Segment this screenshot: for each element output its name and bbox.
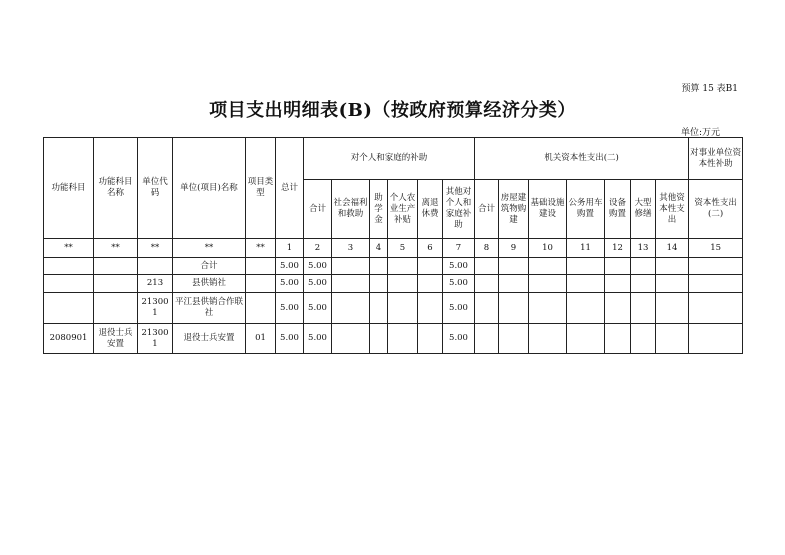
col-proj-type: 项目类型 [246,138,276,239]
table-row [44,324,743,354]
row-name: 退役士兵安置 [173,324,246,354]
unit-label: 单位:万元 [680,128,720,138]
index-cell: 11 [567,239,605,258]
row-a-other: 5.00 [443,324,475,354]
group-personal-subsidy: 对个人和家庭的补助 [304,138,475,180]
index-cell: 8 [475,239,499,258]
page-title: 项目支出明细表(B)（按政府预算经济分类） [209,100,576,121]
col-b-repair: 大型修缮 [631,180,656,239]
index-cell: 5 [388,239,418,258]
row-name: 平江县供销合作联社 [173,293,246,324]
index-cell: 6 [418,239,443,258]
row-func: 2080901 [44,324,94,354]
row-a-other: 5.00 [443,293,475,324]
col-b-car: 公务用车购置 [567,180,605,239]
col-func-name: 功能科目名称 [94,138,138,239]
group-capital-exp: 机关资本性支出(二) [475,138,689,180]
index-cell: 3 [332,239,370,258]
col-total: 总计 [276,138,304,239]
col-b-infra: 基础设施建设 [529,180,567,239]
row-name: 县供销社 [173,275,246,293]
row-code: 213 [138,275,173,293]
row-total: 5.00 [276,293,304,324]
col-a-farm: 个人农业生产补贴 [388,180,418,239]
index-cell: 9 [499,239,529,258]
index-cell: ** [246,239,276,258]
index-cell: 2 [304,239,332,258]
row-a-other: 5.00 [443,258,475,275]
table-row [44,258,743,275]
row-a-total: 5.00 [304,275,332,293]
row-a-other: 5.00 [443,275,475,293]
col-b-house: 房屋建筑物购建 [499,180,529,239]
row-func-name: 退役士兵安置 [94,324,138,354]
col-a-total: 合计 [304,180,332,239]
group-institution-capital: 对事业单位资本性补助 [689,138,743,180]
index-cell: 13 [631,239,656,258]
col-b-equip: 设备购置 [605,180,631,239]
row-a-total: 5.00 [304,258,332,275]
row-type: 01 [246,324,276,354]
table-row [44,293,743,324]
col-unit-code: 单位代码 [138,138,173,239]
report-code: 预算 15 表B1 [681,84,738,94]
row-a-total: 5.00 [304,293,332,324]
index-cell: 15 [689,239,743,258]
index-cell: ** [138,239,173,258]
header-row-1 [44,138,743,180]
row-total: 5.00 [276,275,304,293]
row-a-total: 5.00 [304,324,332,354]
col-a-retire: 离退休费 [418,180,443,239]
index-cell: 1 [276,239,304,258]
expenditure-table [43,137,743,354]
col-a-other: 其他对个人和家庭补助 [443,180,475,239]
row-name: 合计 [173,258,246,275]
index-cell: ** [94,239,138,258]
index-cell: 7 [443,239,475,258]
col-b-total: 合计 [475,180,499,239]
index-cell: 10 [529,239,567,258]
col-func-subject: 功能科目 [44,138,94,239]
index-cell: ** [173,239,246,258]
row-code: 213001 [138,293,173,324]
index-row [44,239,743,258]
row-total: 5.00 [276,324,304,354]
row-total: 5.00 [276,258,304,275]
col-c-cap: 资本性支出(二) [689,180,743,239]
index-cell: ** [44,239,94,258]
index-cell: 14 [656,239,689,258]
row-code: 213001 [138,324,173,354]
index-cell: 12 [605,239,631,258]
index-cell: 4 [370,239,388,258]
table-row [44,275,743,293]
col-unit-name: 单位(项目)名称 [173,138,246,239]
col-b-other: 其他资本性支出 [656,180,689,239]
col-a-grant: 助学金 [370,180,388,239]
col-a-welfare: 社会福利和救助 [332,180,370,239]
